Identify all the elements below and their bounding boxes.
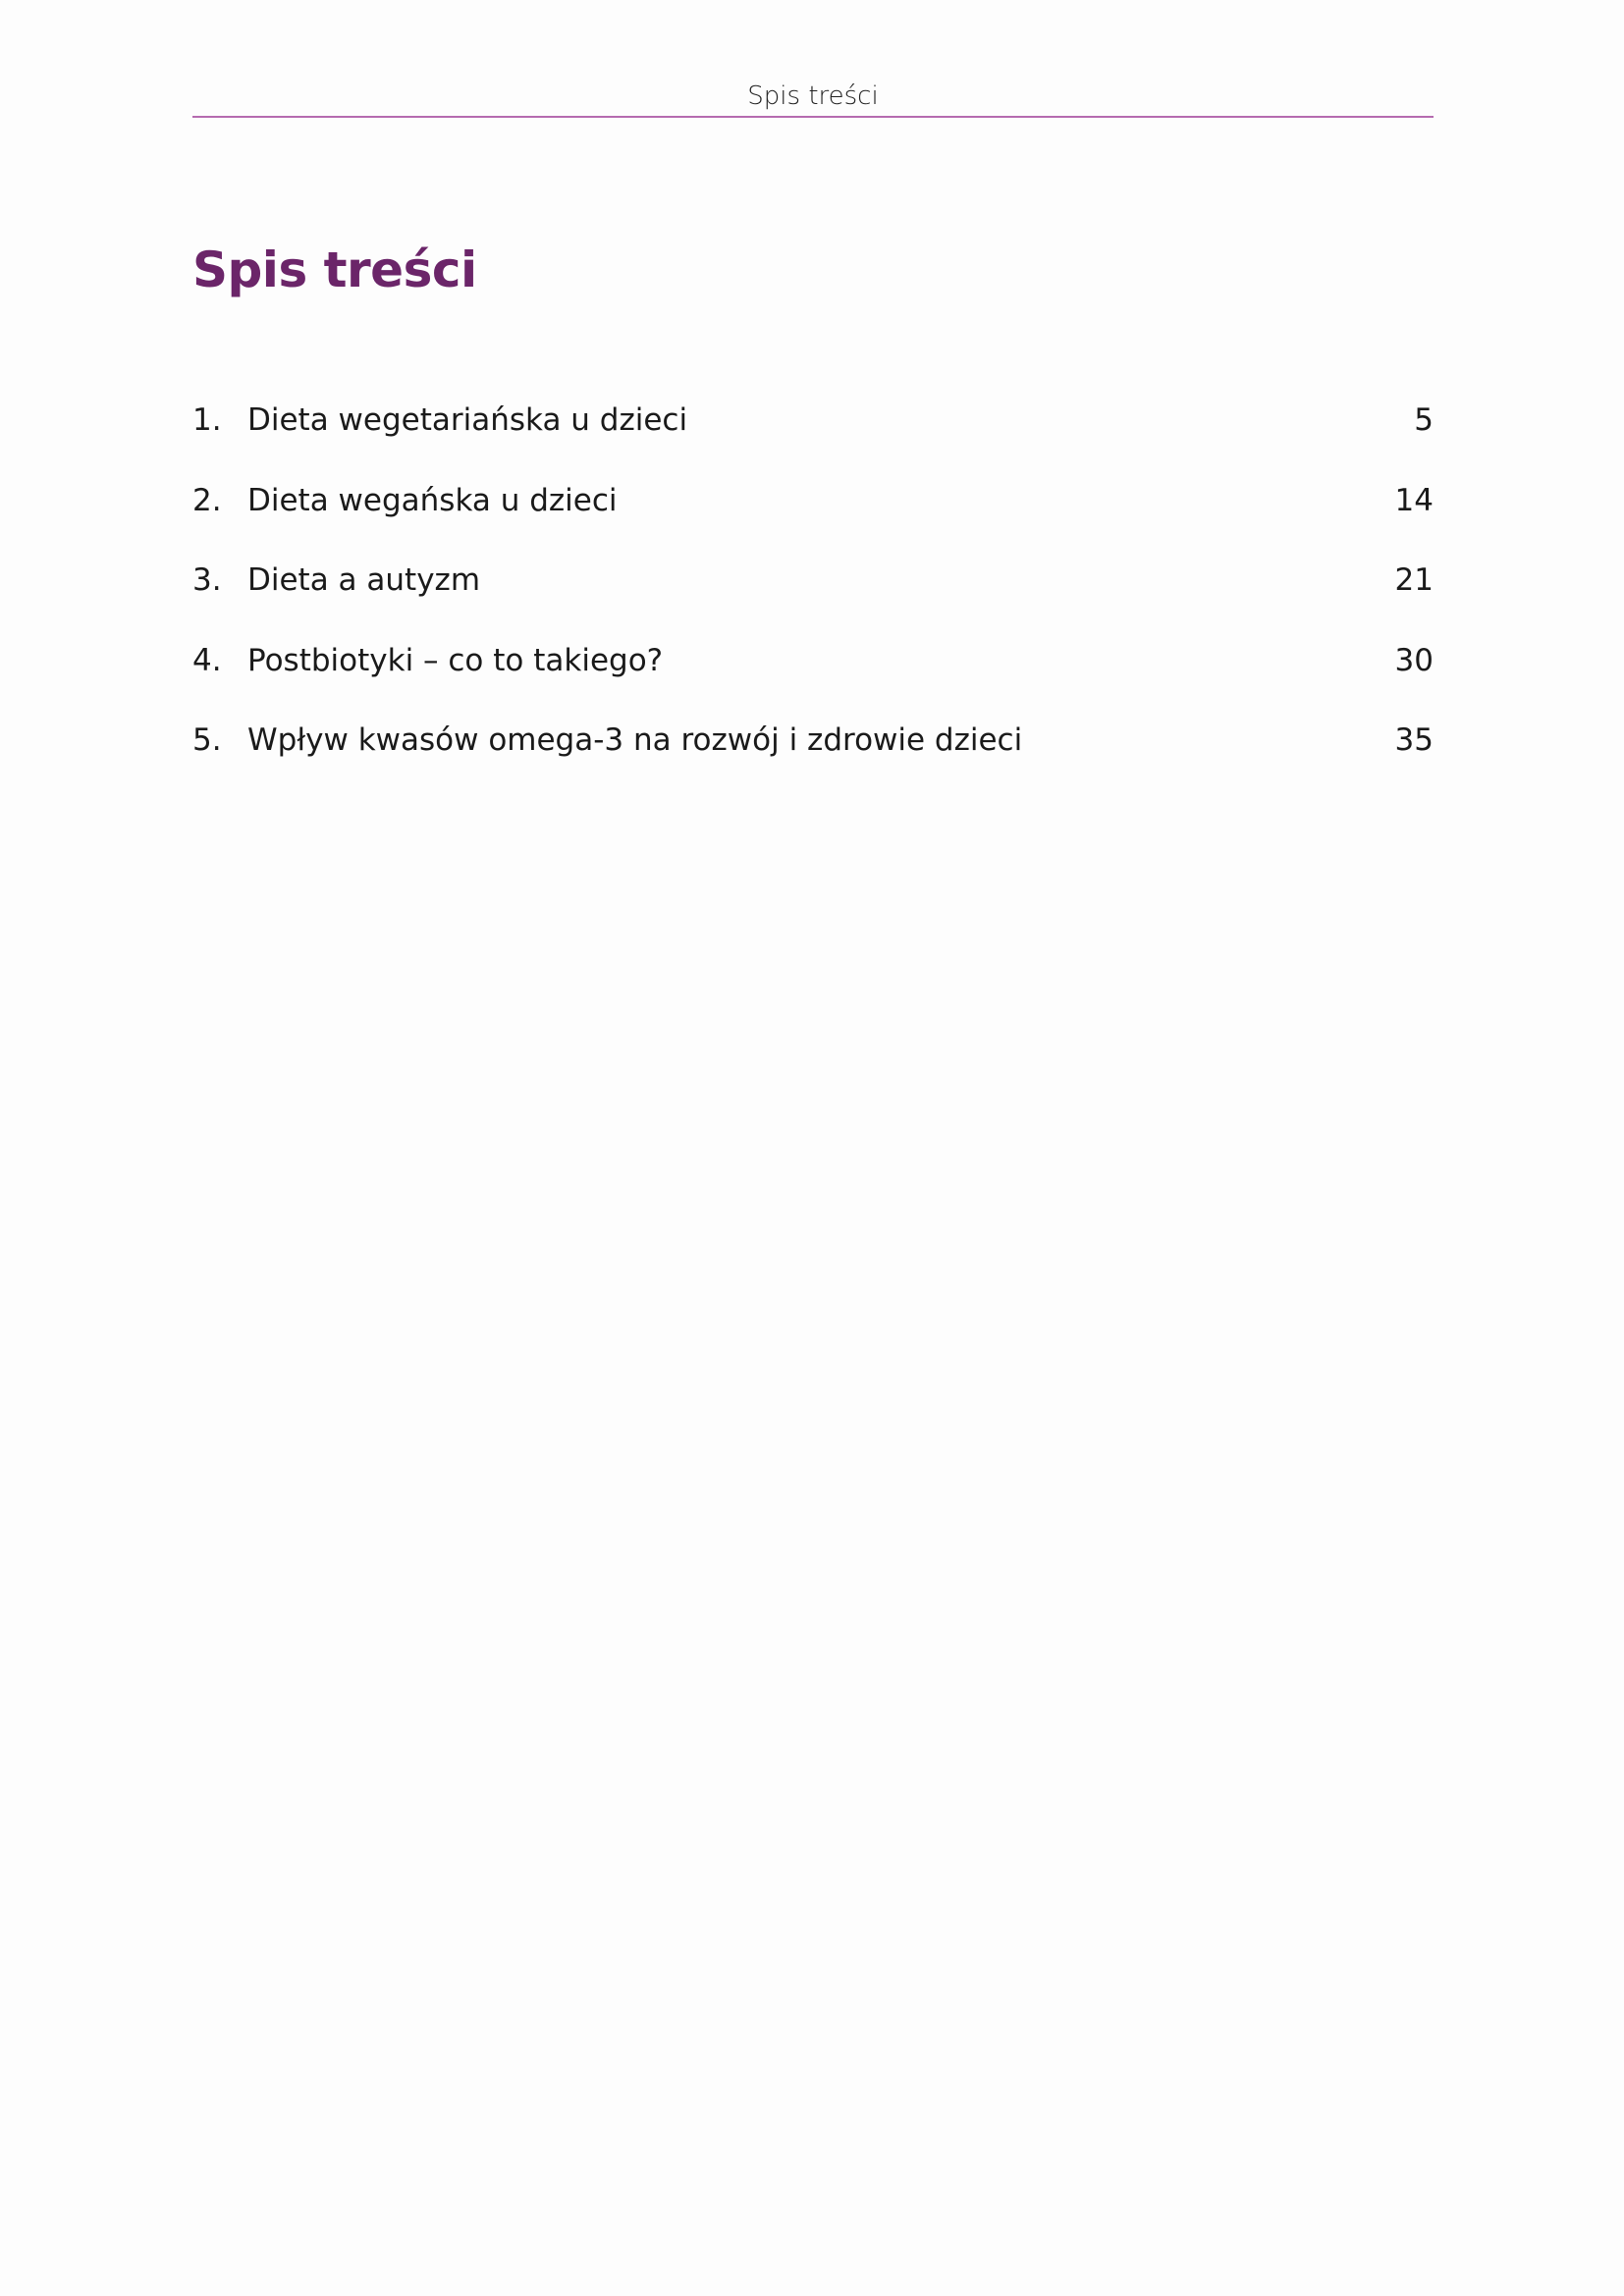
toc-entry[interactable] [192, 551, 1434, 631]
toc-entry-number: 4. [192, 642, 222, 678]
toc-entry-number: 1. [192, 402, 222, 438]
toc-title: Spis treści [192, 241, 477, 298]
toc-entry-page[interactable]: 21 [1394, 562, 1434, 598]
toc-entry[interactable] [192, 471, 1434, 552]
toc-entry-page[interactable]: 14 [1394, 482, 1434, 518]
toc-entry-title[interactable]: Dieta wegańska u dzieci [247, 482, 618, 518]
toc-entry-title[interactable]: Dieta wegetariańska u dzieci [247, 402, 688, 438]
toc-entry-number: 5. [192, 722, 222, 758]
running-header [192, 77, 1434, 118]
toc-entry[interactable] [192, 631, 1434, 712]
toc-list [192, 391, 1434, 791]
toc-entry-number: 3. [192, 562, 222, 598]
toc-entry-title[interactable]: Dieta a autyzm [247, 562, 481, 598]
toc-entry-page[interactable]: 5 [1414, 402, 1434, 438]
toc-entry-number: 2. [192, 482, 222, 518]
toc-entry[interactable] [192, 391, 1434, 471]
toc-entry-page[interactable]: 30 [1394, 642, 1434, 678]
toc-entry-title[interactable]: Postbiotyki – co to takiego? [247, 642, 664, 678]
toc-entry-title[interactable]: Wpływ kwasów omega-3 na rozwój i zdrowie dzieci [247, 722, 1023, 758]
toc-entry-page[interactable]: 35 [1394, 722, 1434, 758]
toc-entry[interactable] [192, 711, 1434, 791]
running-header-title: Spis treści [747, 81, 879, 111]
